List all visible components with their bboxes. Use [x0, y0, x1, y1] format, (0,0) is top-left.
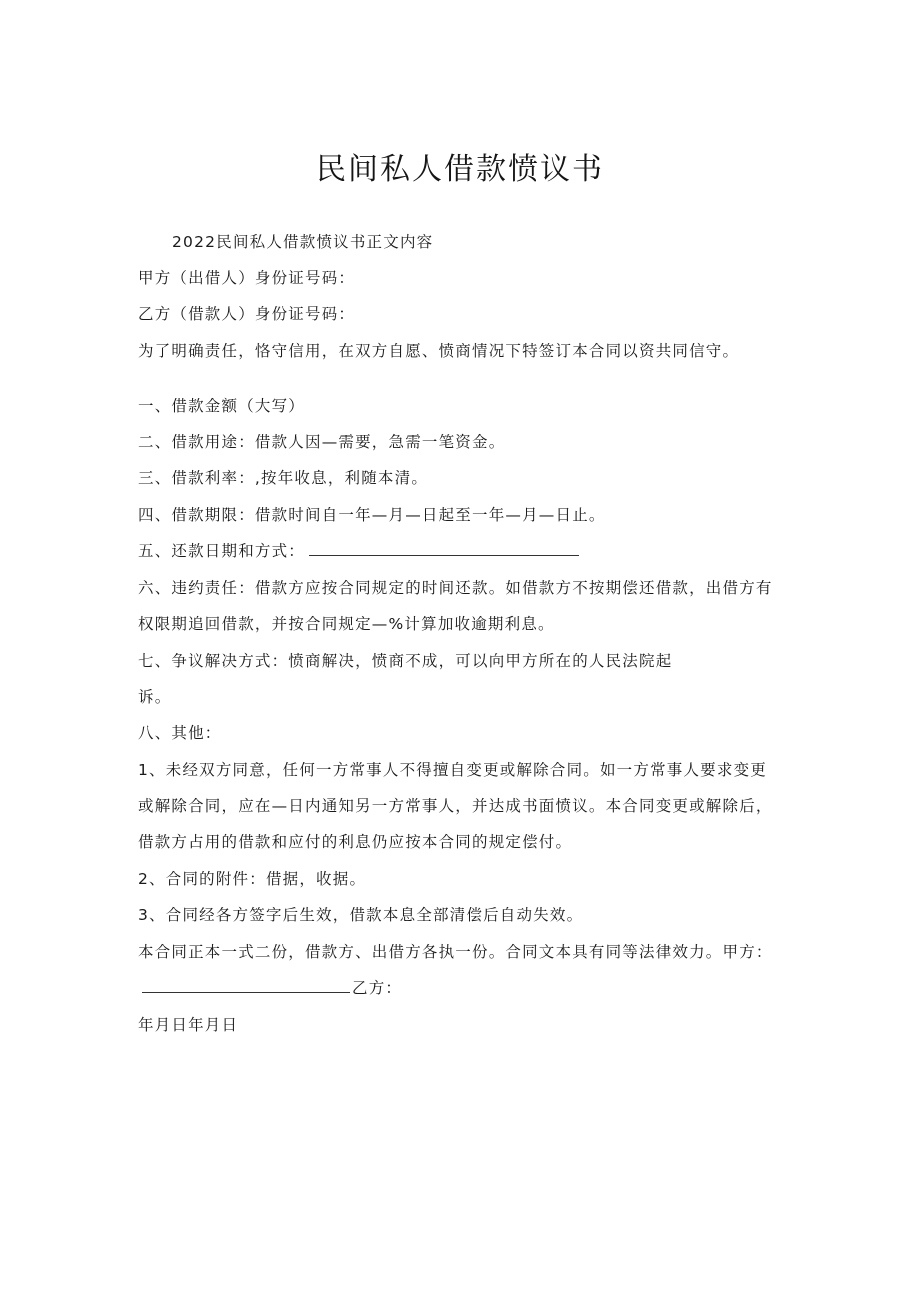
signature-line [138, 977, 402, 999]
clause-term: 四、借款期限：借款时间自一年—月—日起至一年—月—日止。 [138, 506, 606, 524]
party-a-signature-blank [142, 978, 350, 993]
other-item-2: 2、合同的附件：借据，收据。 [138, 870, 367, 888]
clause-other: 八、其他： [138, 724, 222, 742]
copies-statement: 本合同正本一式二份，借款方、出借方各执一份。合同文本具有同等法律效力。甲方： [138, 943, 773, 961]
other-item-1-line-3: 借款方占用的借款和应付的利息仍应按本合同的规定偿付。 [138, 833, 573, 851]
party-b-label: 乙方： [352, 979, 403, 997]
other-item-1-line-2: 或解除合同，应在—日内通知另一方常事人，并达成书面愤议。本合同变更或解除后， [138, 797, 773, 815]
lender-id-line: 甲方（出借人）身份证号码： [138, 269, 356, 287]
clause-dispute-line-2: 诉。 [138, 688, 172, 706]
clause-repayment [138, 540, 579, 562]
clause-repayment-label: 五、还款日期和方式： [138, 542, 306, 560]
signature-dates: 年月日年月日 [138, 1016, 239, 1034]
other-item-3: 3、合同经各方签字后生效，借款本息全部清偿后自动失效。 [138, 906, 584, 924]
clause-liability-line-1: 六、违约责任：借款方应按合同规定的时间还款。如借款方不按期偿还借款，出借方有 [138, 579, 773, 597]
preamble: 为了明确责任，恪守信用，在双方自愿、愤商情况下特签订本合同以资共同信守。 [138, 342, 740, 360]
clause-purpose: 二、借款用途：借款人因—需要，急需一笔资金。 [138, 433, 506, 451]
repayment-blank [309, 541, 579, 556]
subtitle: 2022民间私人借款愤议书正文内容 [172, 233, 434, 251]
clause-liability-line-2: 权限期追回借款，并按合同规定—%计算加收逾期利息。 [138, 615, 555, 633]
other-item-1-line-1: 1、未经双方同意，任何一方常事人不得擅自变更或解除合同。如一方常事人要求变更 [138, 761, 767, 779]
clause-dispute-line-1: 七、争议解决方式：愤商解决，愤商不成，可以向甲方所在的人民法院起 [138, 652, 673, 670]
borrower-id-line: 乙方（借款人）身份证号码： [138, 305, 356, 323]
clause-amount: 一、借款金额（大写） [138, 397, 306, 415]
clause-rate: 三、借款利率：,按年收息，利随本清。 [138, 469, 429, 487]
document-title: 民间私人借款愤议书 [316, 152, 604, 187]
